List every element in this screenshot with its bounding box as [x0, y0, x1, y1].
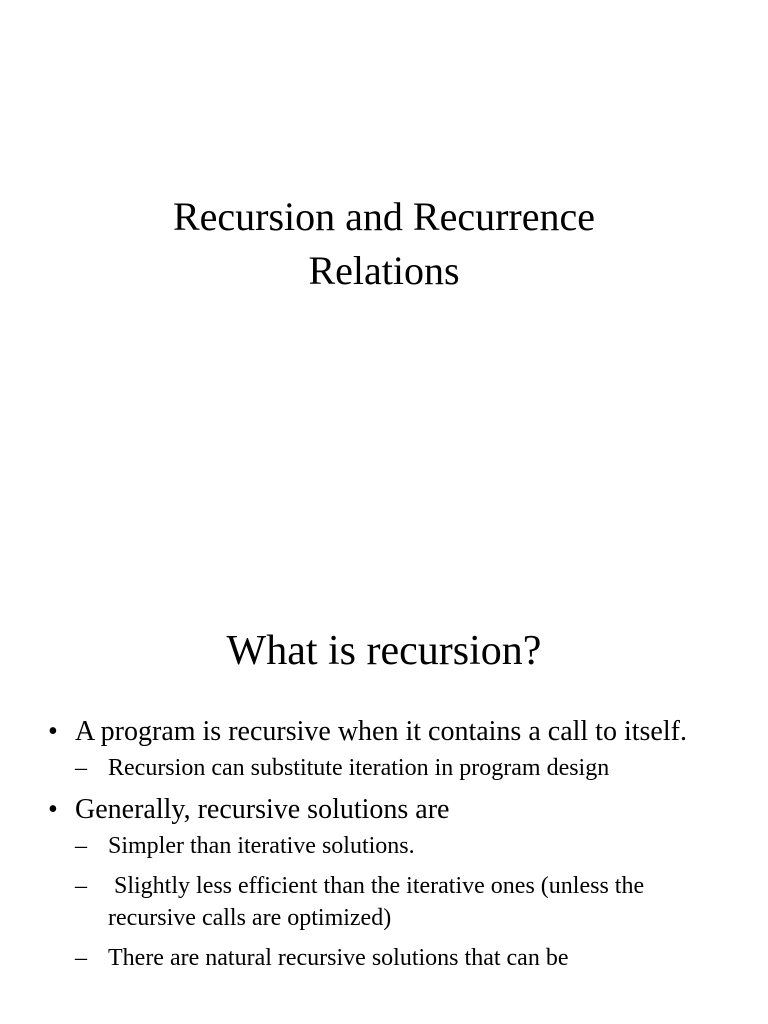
bullet-item: [48, 714, 698, 784]
sub-bullet-item: [75, 942, 698, 974]
sub-bullet-text: Slightly less efficient than the iterative ones (unless the recursive calls are optimized): [108, 873, 651, 931]
sub-bullet-text: Recursion can substitute iteration in program design: [108, 755, 610, 781]
bullet-item: [48, 792, 698, 974]
slide-title: [0, 190, 768, 298]
sub-bullet-list: [75, 752, 698, 784]
content-slide: [0, 576, 768, 1024]
bullet-list: [48, 714, 698, 982]
sub-bullet-item: [75, 870, 698, 934]
dash-icon: –: [75, 833, 87, 859]
sub-bullet-text: Simpler than iterative solutions.: [108, 833, 415, 859]
sub-bullet-item: [75, 830, 698, 862]
dash-icon: –: [75, 945, 87, 971]
bullet-dot-icon: •: [48, 716, 58, 747]
sub-bullet-list: [75, 830, 698, 974]
bullet-text: A program is recursive when it contains a call to itself.: [75, 716, 687, 747]
slide-title-line: Recursion and Recurrence: [172, 194, 596, 239]
sub-bullet-text: There are natural recursive solutions that can be: [108, 945, 569, 971]
slide-heading: What is recursion?: [226, 628, 542, 674]
sub-bullet-item: [75, 752, 698, 784]
dash-icon: –: [75, 755, 87, 781]
dash-icon: –: [75, 873, 87, 899]
bullet-dot-icon: •: [48, 794, 58, 825]
bullet-text: Generally, recursive solutions are: [75, 794, 450, 825]
slide-title-line: Relations: [308, 248, 460, 293]
